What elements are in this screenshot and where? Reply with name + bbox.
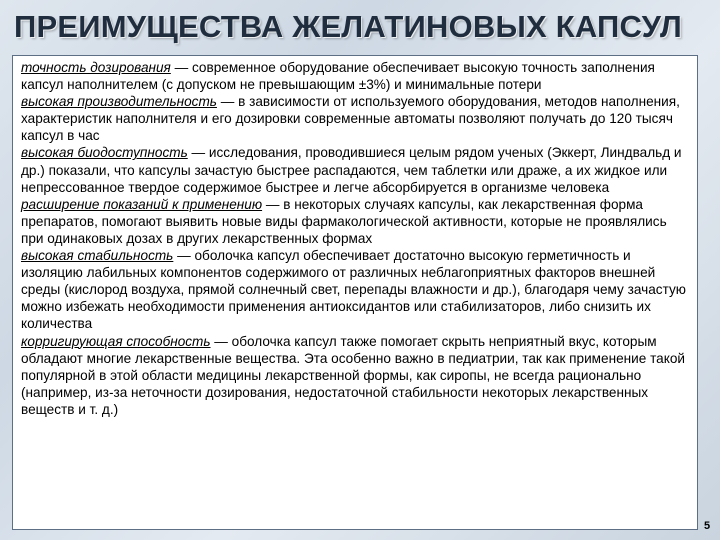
content-box	[12, 55, 698, 530]
advantage-item-taste-masking	[21, 333, 689, 418]
advantage-description: — в зависимости от используемого оборудования, методов наполнения, характеристик наполнителя и его дозировки современные автоматы позволяют получать до 120 тысяч капсул в час	[21, 94, 680, 144]
advantage-description: — оболочка капсул обеспечивает достаточно высокую герметичность и изоляцию лабильных компонентов содержимого от различных неблагоприятных факторов внешней среды (кислород воздуха, прямой солнечный свет, перепады влажности и др.), благодаря чему зачастую можно избежать необходимости применения антиоксидантов или стабилизаторов, либо снизить их количества	[21, 248, 686, 332]
advantage-description: — в некоторых случаях капсулы, как лекарственная форма препаратов, помогают выявить новые виды фармакологической активности, которые не проявлялись при одинаковых дозах в других лекарственных формах	[21, 196, 667, 246]
advantage-item-dosing-accuracy	[21, 59, 689, 93]
advantage-description: — оболочка капсул также помогает скрыть неприятный вкус, которым обладают многие лекарственные вещества. Эта особенно важно в педиатрии, так как применение такой популярной в этой области медицины лекарственной формы, как сиропы, не всегда рационально (например, из-за неточности дозирования, недостаточной стабильности некоторых лекарственных веществ и т. д.)	[21, 333, 685, 417]
advantage-description: — исследования, проводившиеся целым рядом ученых (Эккерт, Линдвальд и др.) показали, что капсулы зачастую быстрее распадаются, чем таблетки или драже, а их жидкое или непрессованное твердое содержимое быстрее и легче абсорбируется в организме человека	[21, 145, 682, 195]
advantage-description: — современное оборудование обеспечивает высокую точность заполнения капсул наполнителем (с допуском не превышающим ±3%) и минимальные потери	[21, 60, 655, 93]
advantage-item-bioavailability	[21, 144, 689, 195]
page-number: 5	[704, 520, 711, 532]
advantage-term: высокая производительность	[21, 94, 217, 110]
advantage-term: точность дозирования	[21, 60, 171, 75]
slide-title: ПРЕИМУЩЕСТВА ЖЕЛАТИНОВЫХ КАПСУЛ	[14, 9, 682, 44]
advantage-item-indications	[21, 196, 689, 247]
advantage-term: корригирующая способность	[21, 333, 211, 349]
advantage-term: расширение показаний к применению	[21, 196, 263, 212]
advantage-term: высокая стабильность	[21, 248, 174, 264]
advantage-item-productivity	[21, 93, 689, 144]
advantage-term: высокая биодоступность	[21, 145, 188, 161]
advantage-item-stability	[21, 247, 689, 332]
